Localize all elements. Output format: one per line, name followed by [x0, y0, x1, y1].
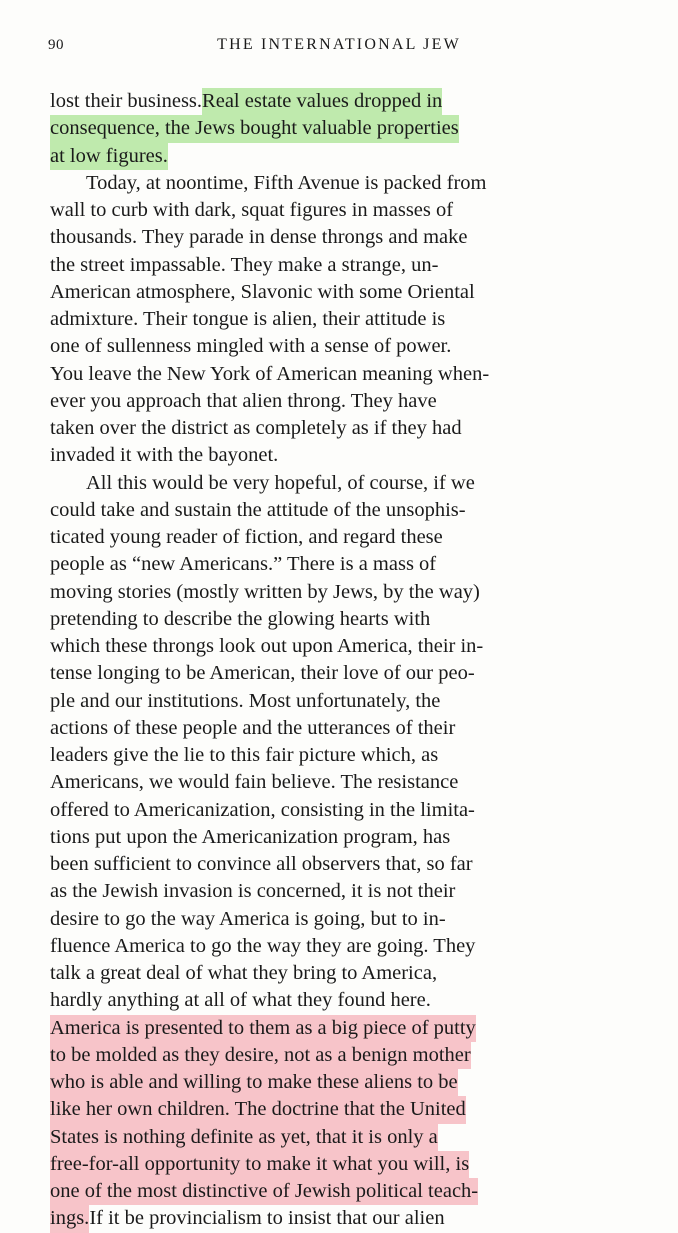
text-line: been sufficient to convince all observers that, so far — [50, 853, 473, 875]
running-header — [0, 33, 678, 59]
text-line — [50, 1151, 648, 1178]
text-line: admixture. Their tongue is alien, their attitude is — [50, 308, 446, 330]
text-line: could take and sustain the attitude of the unsophis- — [50, 498, 466, 521]
highlighted-text: like her own children. The doctrine that the United — [50, 1096, 466, 1123]
text-line: talk a great deal of what they bring to America, — [50, 962, 438, 984]
text-line — [50, 1096, 648, 1123]
text-line: tense longing to be American, their love of our peo- — [50, 662, 475, 685]
highlighted-text: Real estate values dropped in — [202, 88, 442, 115]
text-line: hardly anything at all of what they found here. — [50, 989, 431, 1012]
text-line: You leave the New York of American meaning when- — [50, 362, 490, 385]
page-number: 90 — [48, 37, 64, 53]
text-line: All this would be very hopeful, of course, if we — [86, 471, 475, 494]
text-line — [50, 1124, 648, 1151]
highlighted-text: one of the most distinctive of Jewish political teach- — [50, 1178, 478, 1205]
text-line — [50, 143, 648, 170]
text-line: ple and our institutions. Most unfortunately, the — [50, 689, 441, 712]
text-line: leaders give the lie to this fair picture which, as — [50, 744, 439, 766]
text-line: American atmosphere, Slavonic with some Oriental — [50, 280, 475, 303]
text-line: ings.If it be provincialism to insist that our alien — [50, 1205, 648, 1232]
text-line: moving stories (mostly written by Jews, by the way) — [50, 580, 480, 603]
text-line: invaded it with the bayonet. — [50, 444, 279, 467]
text-line — [50, 1178, 648, 1205]
text-line: one of sullenness mingled with a sense of power. — [50, 335, 452, 358]
highlighted-text: ings. — [50, 1205, 89, 1232]
highlighted-text: to be molded as they desire, not as a benign mother — [50, 1042, 471, 1069]
text-line: fluence America to go the way they are going. They — [50, 934, 476, 957]
text-line: thousands. They parade in dense throngs and make — [50, 226, 468, 249]
text-line — [50, 1069, 648, 1096]
text-line: pretending to describe the glowing hearts with — [50, 607, 431, 630]
text-line: ever you approach that alien throng. They have — [50, 389, 437, 412]
body-text — [50, 88, 648, 1233]
highlighted-text: America is presented to them as a big piece of putty — [50, 1015, 476, 1042]
highlighted-text: who is able and willing to make these aliens to be — [50, 1069, 458, 1096]
text-line — [50, 115, 648, 142]
highlighted-text: at low figures. — [50, 143, 168, 170]
text-line: offered to Americanization, consisting in the limita- — [50, 798, 475, 821]
text-line: the street impassable. They make a strange, un- — [50, 253, 439, 276]
highlighted-text: consequence, the Jews bought valuable properties — [50, 115, 459, 142]
text-line: wall to curb with dark, squat figures in masses of — [50, 199, 454, 221]
text-line — [50, 1015, 648, 1042]
text-line: people as “new Americans.” There is a mass of — [50, 553, 437, 576]
text-line: desire to go the way America is going, but to in- — [50, 907, 446, 930]
text-line: actions of these people and the utterances of their — [50, 716, 456, 739]
running-title: THE INTERNATIONAL JEW — [217, 36, 461, 53]
text-line: tions put upon the Americanization program, has — [50, 825, 451, 848]
text-line: Americans, we would fain believe. The resistance — [50, 771, 459, 794]
highlighted-text: States is nothing definite as yet, that it is only a — [50, 1124, 438, 1151]
text-line: which these throngs look out upon America, their in- — [50, 635, 484, 657]
text-line: Today, at noontime, Fifth Avenue is packed from — [86, 171, 487, 194]
text-line: taken over the district as completely as if they had — [50, 417, 462, 439]
text-line: lost their business.Real estate values dropped in — [50, 88, 648, 115]
text-line: as the Jewish invasion is concerned, it is not their — [50, 880, 456, 903]
text-line: ticated young reader of fiction, and regard these — [50, 526, 443, 548]
text-line — [50, 1042, 648, 1069]
highlighted-text: free-for-all opportunity to make it what you will, is — [50, 1151, 469, 1178]
